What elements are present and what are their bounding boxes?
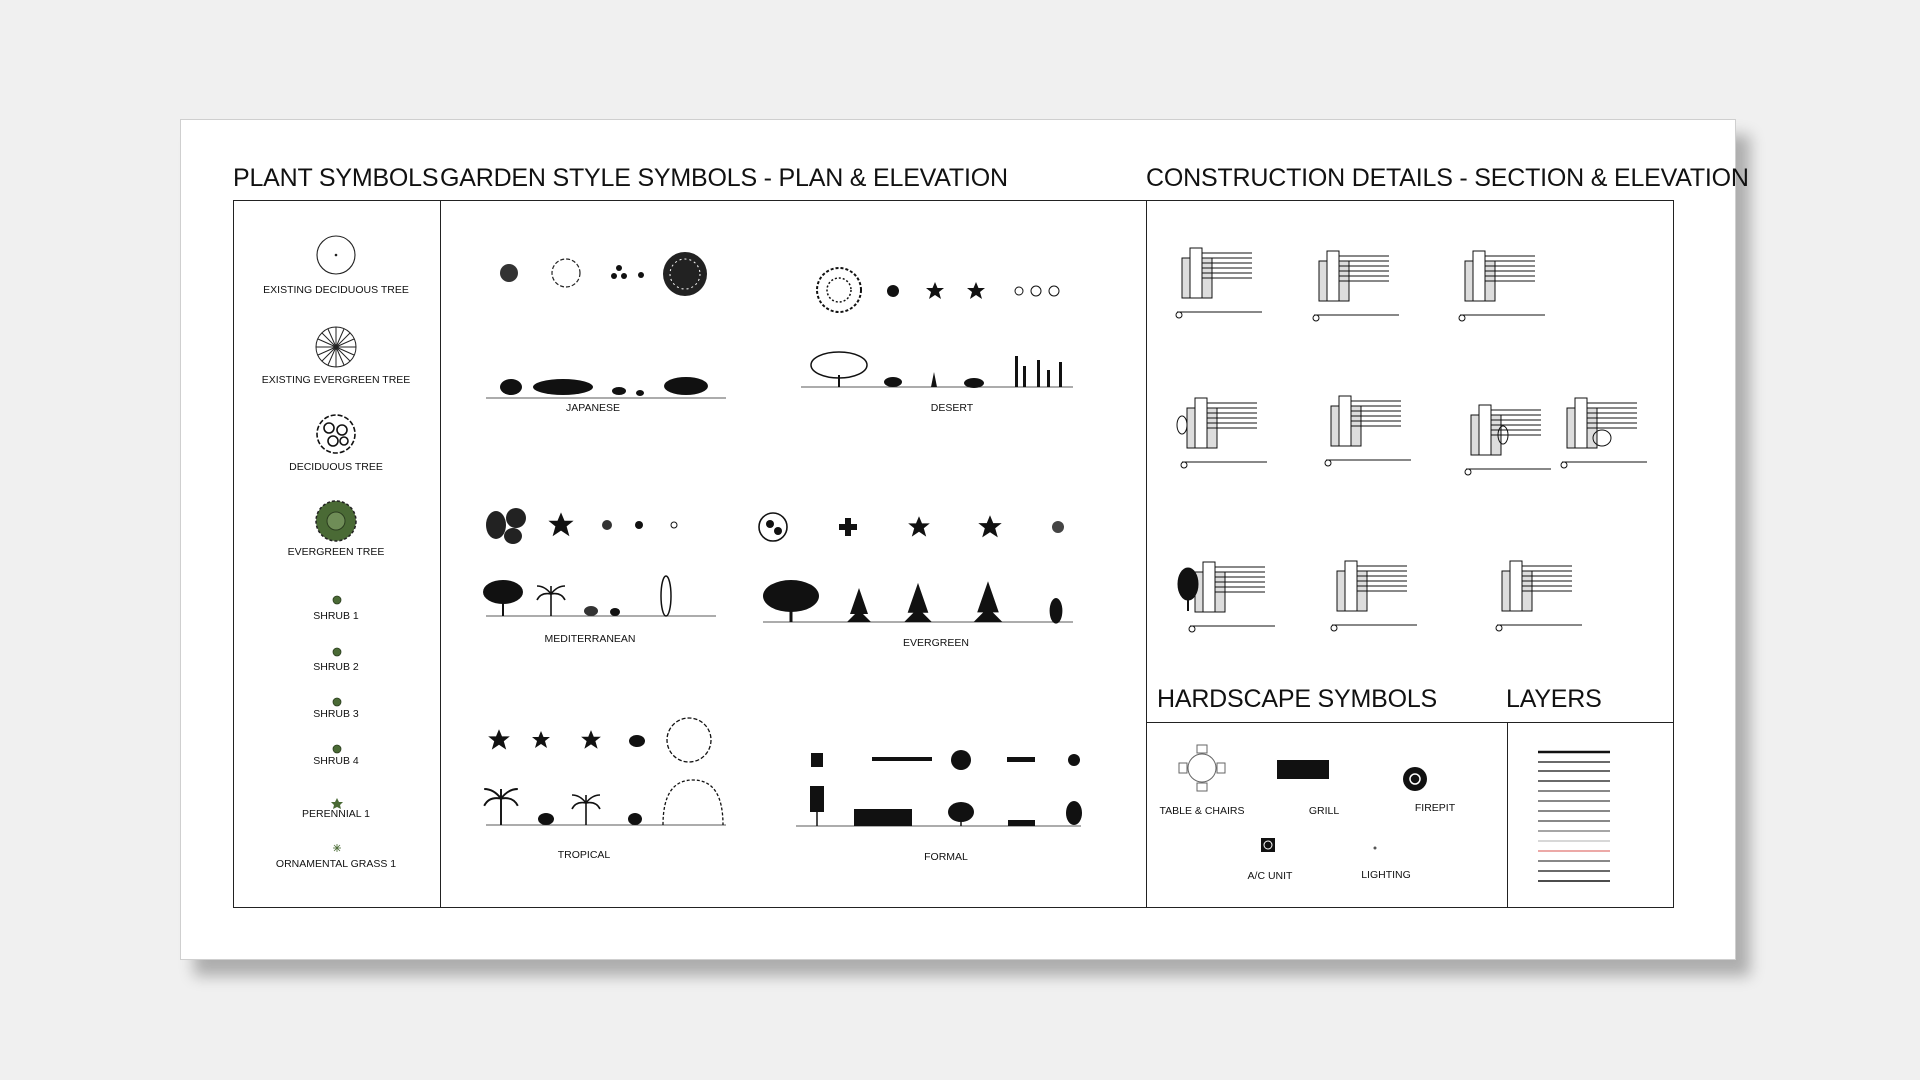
- ac-unit-icon: [1261, 838, 1275, 852]
- hardscape-label-firepit: FIREPIT: [1414, 802, 1456, 814]
- construction-details-title: CONSTRUCTION DETAILS - SECTION & ELEVATION: [1146, 164, 1749, 192]
- plant-label-evergreen: EVERGREEN TREE: [287, 546, 385, 558]
- detail-section-9: [1331, 561, 1417, 631]
- detail-section-8: [1189, 562, 1275, 632]
- detail-section-3: [1459, 251, 1545, 321]
- layers-lineweights: [1538, 750, 1612, 895]
- existing-evergreen-tree-icon: [316, 327, 356, 367]
- hardscape-label-table-chairs: TABLE & CHAIRS: [1159, 805, 1245, 817]
- formal-elevation-symbols: [796, 786, 1082, 826]
- plant-label-existing-deciduous: EXISTING DECIDUOUS TREE: [263, 284, 409, 296]
- divider-layers: [1507, 722, 1508, 908]
- garden-label-japanese: JAPANESE: [565, 402, 621, 414]
- desert-elevation-symbols: [801, 352, 1073, 388]
- plant-symbols-graphics: [181, 120, 441, 910]
- detail-section-2: [1313, 251, 1399, 321]
- plant-label-shrub-4: SHRUB 4: [313, 755, 359, 767]
- garden-label-desert: DESERT: [930, 402, 974, 414]
- detail-section-4: [1181, 398, 1267, 468]
- lighting-icon: [1374, 847, 1377, 850]
- tropical-plan-symbols: [488, 718, 711, 762]
- garden-label-tropical: TROPICAL: [557, 849, 611, 861]
- detail-section-6: [1465, 405, 1551, 475]
- hardscape-label-grill: GRILL: [1308, 805, 1340, 817]
- plant-symbols-title: PLANT SYMBOLS: [233, 164, 439, 192]
- garden-label-mediterranean: MEDITERRANEAN: [544, 633, 636, 645]
- evergreen-elevation-symbols: [763, 580, 1073, 624]
- detail-section-7: [1561, 398, 1647, 468]
- hardscape-label-lighting: LIGHTING: [1361, 869, 1411, 881]
- japanese-elevation-symbols: [486, 377, 726, 398]
- garden-label-formal: FORMAL: [924, 851, 968, 863]
- grill-icon: [1277, 760, 1329, 779]
- garden-label-evergreen: EVERGREEN: [903, 637, 969, 649]
- construction-details-graphics: [1147, 201, 1674, 681]
- existing-deciduous-tree-icon: [317, 236, 355, 274]
- plant-label-existing-evergreen: EXISTING EVERGREEN TREE: [261, 374, 411, 386]
- formal-plan-symbols: [811, 750, 1080, 770]
- hardscape-symbols-title: HARDSCAPE SYMBOLS: [1157, 685, 1438, 713]
- evergreen-tree-icon: [316, 501, 356, 541]
- hardscape-label-ac-unit: A/C UNIT: [1247, 870, 1293, 882]
- mediterranean-elevation-symbols: [483, 576, 716, 616]
- deciduous-tree-icon: [317, 415, 355, 453]
- detail-section-10: [1496, 561, 1582, 631]
- japanese-plan-symbols: [500, 252, 707, 296]
- table-chairs-icon: [1179, 745, 1225, 791]
- plant-label-shrub-2: SHRUB 2: [313, 661, 359, 673]
- detail-section-1: [1176, 248, 1262, 318]
- plant-label-shrub-1: SHRUB 1: [313, 610, 359, 622]
- plant-label-ornamental-grass: ORNAMENTAL GRASS 1: [275, 858, 397, 870]
- drawing-sheet: [180, 119, 1749, 960]
- desert-plan-symbols: [817, 268, 1059, 312]
- garden-styles-title: GARDEN STYLE SYMBOLS - PLAN & ELEVATION: [440, 164, 1008, 192]
- detail-section-5: [1325, 396, 1411, 466]
- plant-label-perennial: PERENNIAL 1: [302, 808, 370, 820]
- tropical-elevation-symbols: [484, 780, 726, 825]
- mediterranean-plan-symbols: [486, 508, 677, 544]
- layers-title: LAYERS: [1506, 685, 1602, 713]
- evergreen-plan-symbols: [759, 513, 1064, 541]
- garden-styles-graphics: [441, 200, 1147, 908]
- firepit-icon: [1403, 767, 1427, 791]
- plant-label-shrub-3: SHRUB 3: [313, 708, 359, 720]
- ornamental-grass-icon: [333, 844, 341, 852]
- plant-label-deciduous: DECIDUOUS TREE: [289, 461, 383, 473]
